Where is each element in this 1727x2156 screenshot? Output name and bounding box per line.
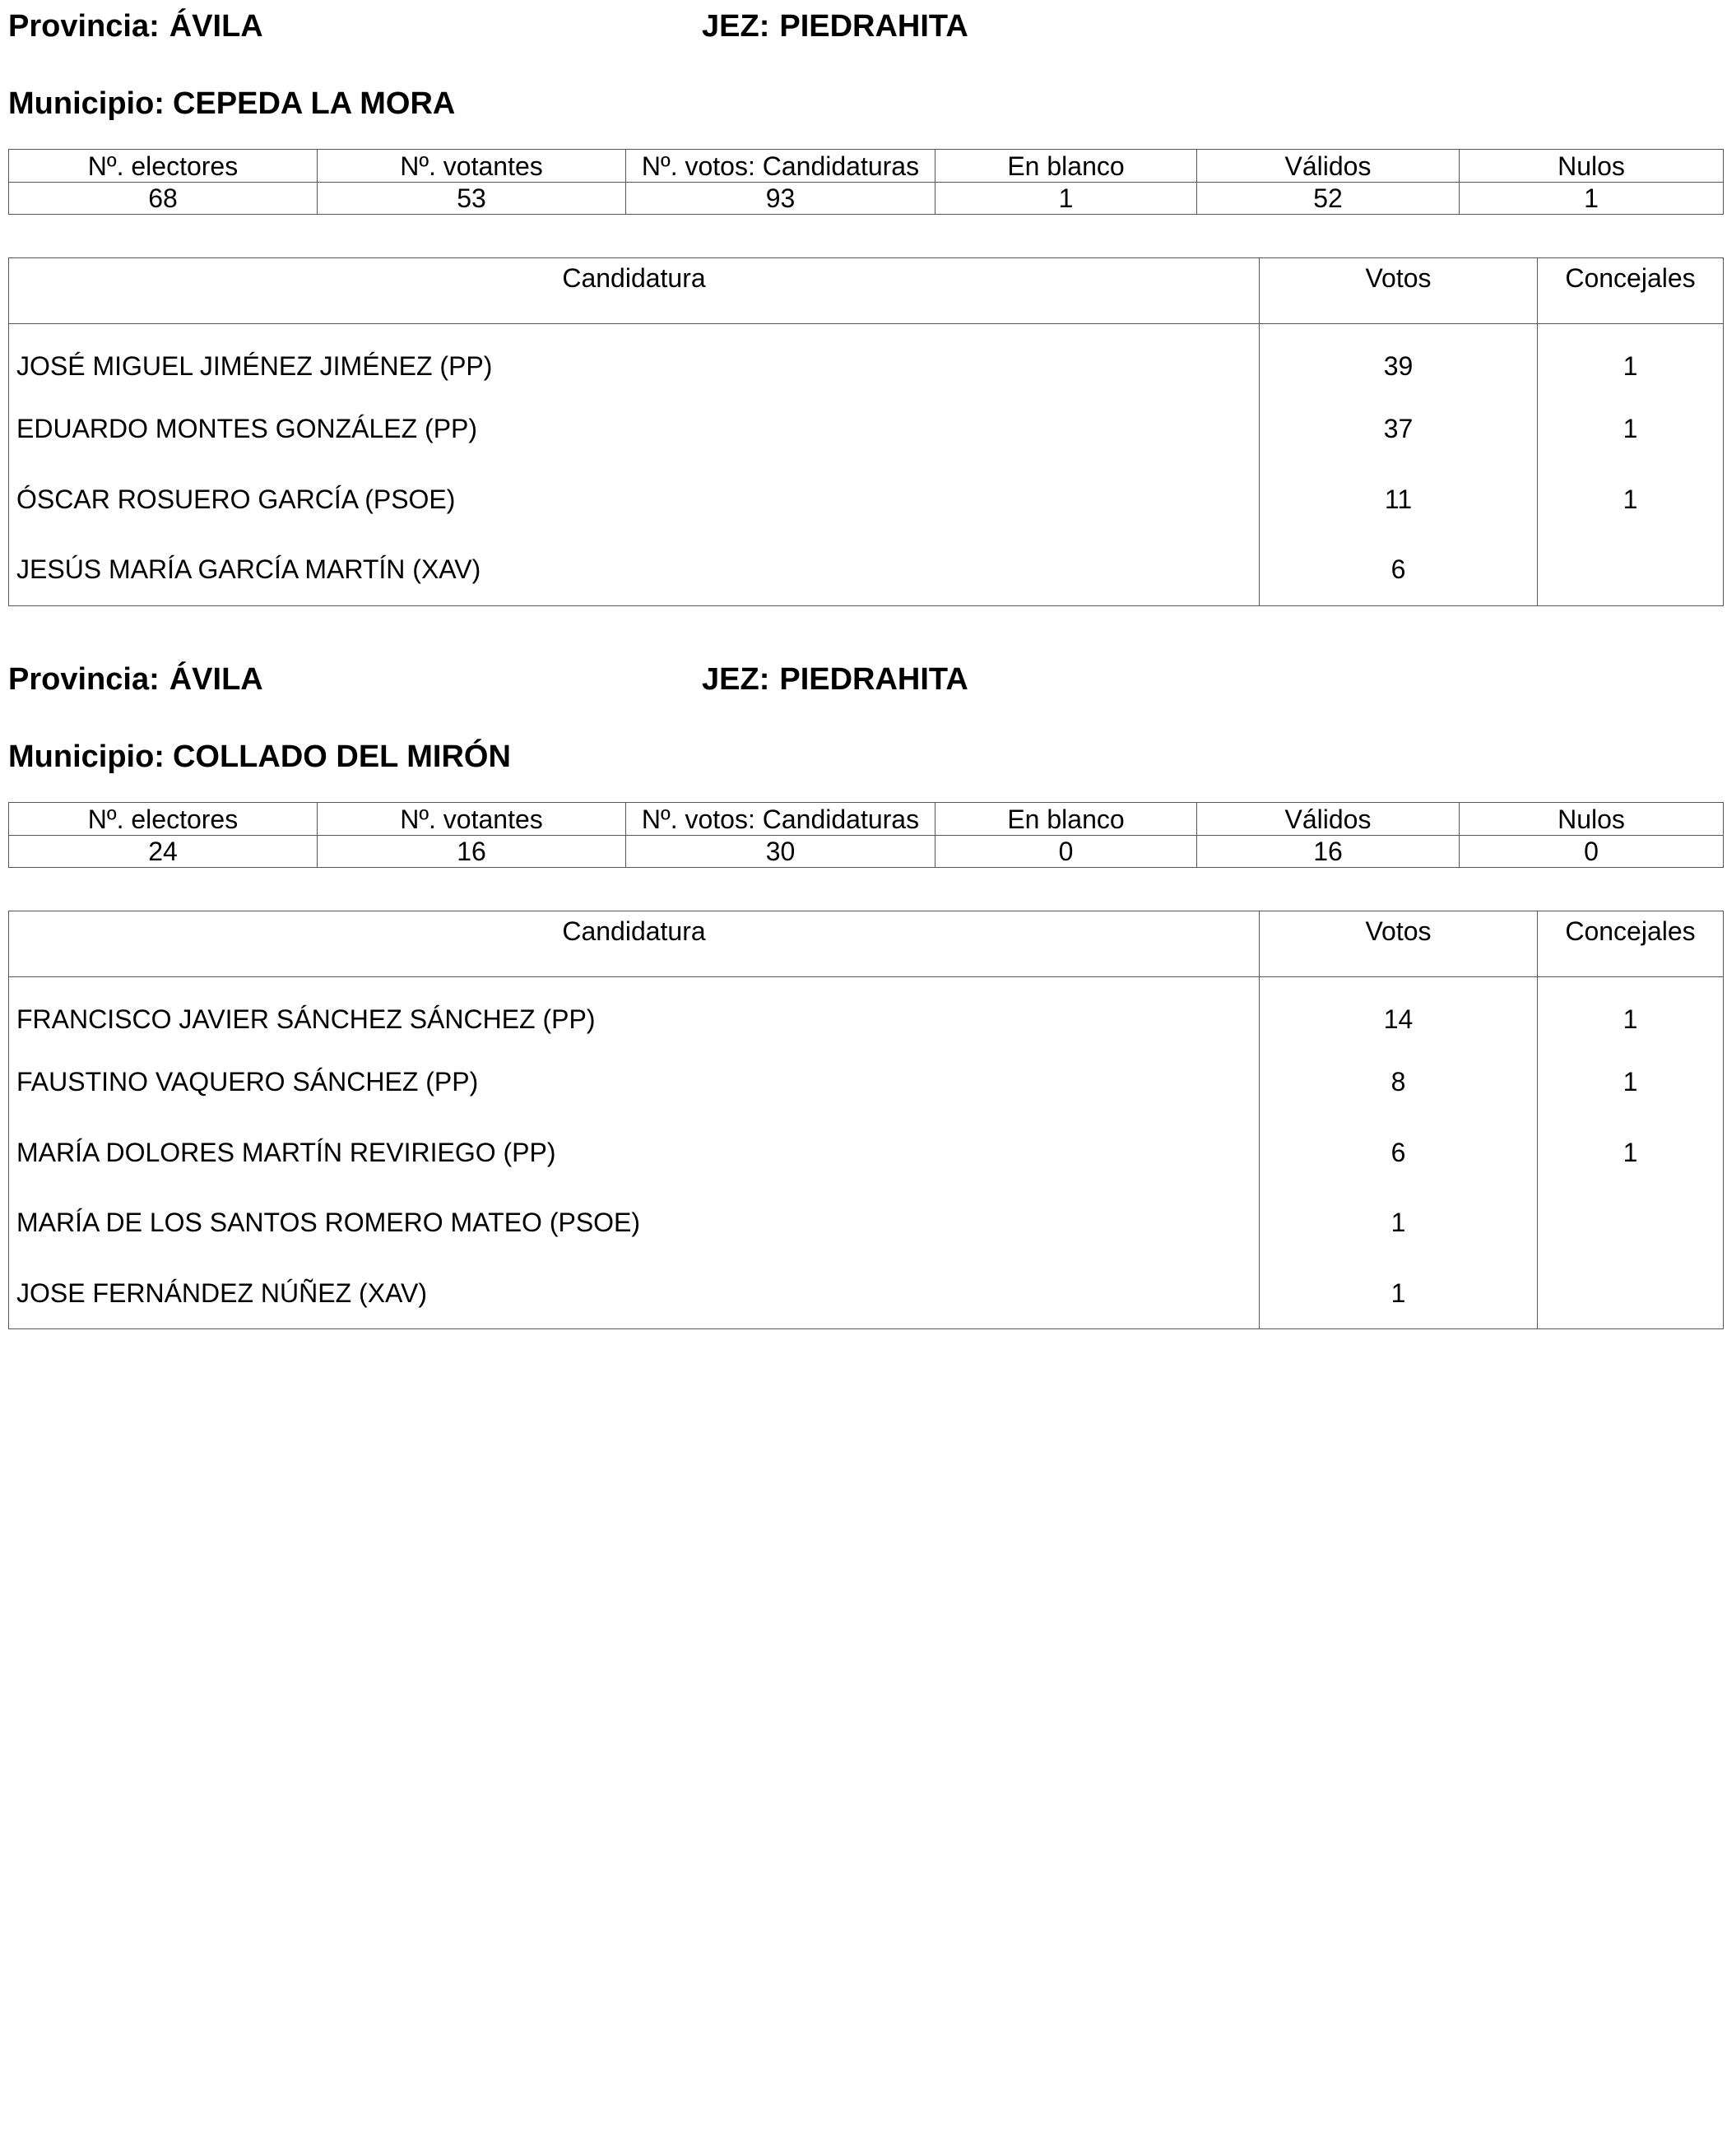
stats-header-cell: Nº. electores	[9, 150, 318, 183]
municipio-value: COLLADO DEL MIRÓN	[172, 740, 511, 774]
stats-value-row	[9, 836, 1724, 868]
stats-header-row	[9, 803, 1724, 836]
stats-value-cell: 53	[318, 183, 626, 215]
candidate-concejales: 1	[1538, 324, 1724, 395]
concejales-header: Concejales	[1538, 911, 1724, 977]
candidate-concejales: 1	[1538, 465, 1724, 536]
concejales-header: Concejales	[1538, 258, 1724, 324]
provincia-label: Provincia:	[8, 662, 160, 697]
candidate-votos: 37	[1260, 394, 1538, 465]
municipality-section	[8, 653, 1723, 1344]
candidate-row	[9, 1188, 1724, 1259]
candidate-votos: 14	[1260, 977, 1538, 1048]
candidate-row	[9, 465, 1724, 536]
candidate-row	[9, 1118, 1724, 1189]
stats-header-cell: En blanco	[935, 150, 1197, 183]
candidate-name: FAUSTINO VAQUERO SÁNCHEZ (PP)	[9, 1047, 1260, 1118]
candidate-row	[9, 1259, 1724, 1329]
jez-value: PIEDRAHITA	[779, 662, 968, 697]
candidate-votos: 1	[1260, 1188, 1538, 1259]
candidates-table	[8, 257, 1724, 606]
municipio-heading	[8, 88, 455, 119]
candidate-row	[9, 394, 1724, 465]
stats-value-cell: 1	[1460, 183, 1724, 215]
candidate-name: JESÚS MARÍA GARCÍA MARTÍN (XAV)	[9, 535, 1260, 605]
stats-table	[8, 149, 1724, 215]
provincia-heading	[8, 664, 263, 695]
candidates-header-row	[9, 911, 1724, 977]
stats-value-cell: 0	[935, 836, 1197, 868]
candidate-votos: 39	[1260, 324, 1538, 395]
municipality-section	[8, 0, 1723, 617]
municipio-heading	[8, 741, 511, 772]
candidate-row	[9, 977, 1724, 1048]
candidate-concejales	[1538, 535, 1724, 605]
jez-value: PIEDRAHITA	[779, 9, 968, 44]
stats-header-cell: Válidos	[1197, 150, 1460, 183]
candidate-name: EDUARDO MONTES GONZÁLEZ (PP)	[9, 394, 1260, 465]
votos-header: Votos	[1260, 911, 1538, 977]
candidate-name: JOSÉ MIGUEL JIMÉNEZ JIMÉNEZ (PP)	[9, 324, 1260, 395]
stats-header-cell: Nº. votantes	[318, 150, 626, 183]
stats-header-cell: Nulos	[1460, 150, 1724, 183]
provincia-heading	[8, 11, 263, 42]
candidate-concejales: 1	[1538, 394, 1724, 465]
municipio-label: Municipio:	[8, 740, 165, 774]
candidate-votos: 1	[1260, 1259, 1538, 1329]
candidate-name: JOSE FERNÁNDEZ NÚÑEZ (XAV)	[9, 1259, 1260, 1329]
stats-value-cell: 52	[1197, 183, 1460, 215]
stats-value-cell: 24	[9, 836, 318, 868]
stats-header-cell: Nº. votos: Candidaturas	[626, 150, 935, 183]
candidates-table	[8, 911, 1724, 1329]
jez-heading	[702, 11, 968, 42]
stats-header-cell: Nº. votos: Candidaturas	[626, 803, 935, 836]
stats-value-cell: 0	[1460, 836, 1724, 868]
candidate-concejales: 1	[1538, 1118, 1724, 1189]
candidates-header-row	[9, 258, 1724, 324]
stats-value-cell: 16	[1197, 836, 1460, 868]
candidate-votos: 11	[1260, 465, 1538, 536]
stats-header-row	[9, 150, 1724, 183]
candidate-concejales	[1538, 1188, 1724, 1259]
candidate-name: MARÍA DOLORES MARTÍN REVIRIEGO (PP)	[9, 1118, 1260, 1189]
stats-header-cell: Nulos	[1460, 803, 1724, 836]
candidate-votos: 6	[1260, 535, 1538, 605]
votos-header: Votos	[1260, 258, 1538, 324]
stats-value-cell: 16	[318, 836, 626, 868]
stats-table	[8, 802, 1724, 868]
municipio-value: CEPEDA LA MORA	[172, 86, 456, 121]
candidate-name: MARÍA DE LOS SANTOS ROMERO MATEO (PSOE)	[9, 1188, 1260, 1259]
provincia-value: ÁVILA	[169, 9, 263, 44]
provincia-label: Provincia:	[8, 9, 160, 44]
candidate-name: ÓSCAR ROSUERO GARCÍA (PSOE)	[9, 465, 1260, 536]
stats-value-row	[9, 183, 1724, 215]
candidate-concejales: 1	[1538, 977, 1724, 1048]
candidatura-header: Candidatura	[9, 911, 1260, 977]
jez-label: JEZ:	[702, 9, 770, 44]
candidate-concejales: 1	[1538, 1047, 1724, 1118]
candidate-name: FRANCISCO JAVIER SÁNCHEZ SÁNCHEZ (PP)	[9, 977, 1260, 1048]
municipio-label: Municipio:	[8, 86, 165, 121]
candidate-row	[9, 535, 1724, 605]
jez-label: JEZ:	[702, 662, 770, 697]
candidate-concejales	[1538, 1259, 1724, 1329]
stats-value-cell: 30	[626, 836, 935, 868]
provincia-value: ÁVILA	[169, 662, 263, 697]
candidatura-header: Candidatura	[9, 258, 1260, 324]
jez-heading	[702, 664, 968, 695]
stats-value-cell: 93	[626, 183, 935, 215]
stats-value-cell: 68	[9, 183, 318, 215]
stats-header-cell: Válidos	[1197, 803, 1460, 836]
candidate-votos: 6	[1260, 1118, 1538, 1189]
candidate-row	[9, 324, 1724, 395]
candidate-votos: 8	[1260, 1047, 1538, 1118]
stats-header-cell: En blanco	[935, 803, 1197, 836]
stats-header-cell: Nº. votantes	[318, 803, 626, 836]
candidate-row	[9, 1047, 1724, 1118]
stats-header-cell: Nº. electores	[9, 803, 318, 836]
stats-value-cell: 1	[935, 183, 1197, 215]
